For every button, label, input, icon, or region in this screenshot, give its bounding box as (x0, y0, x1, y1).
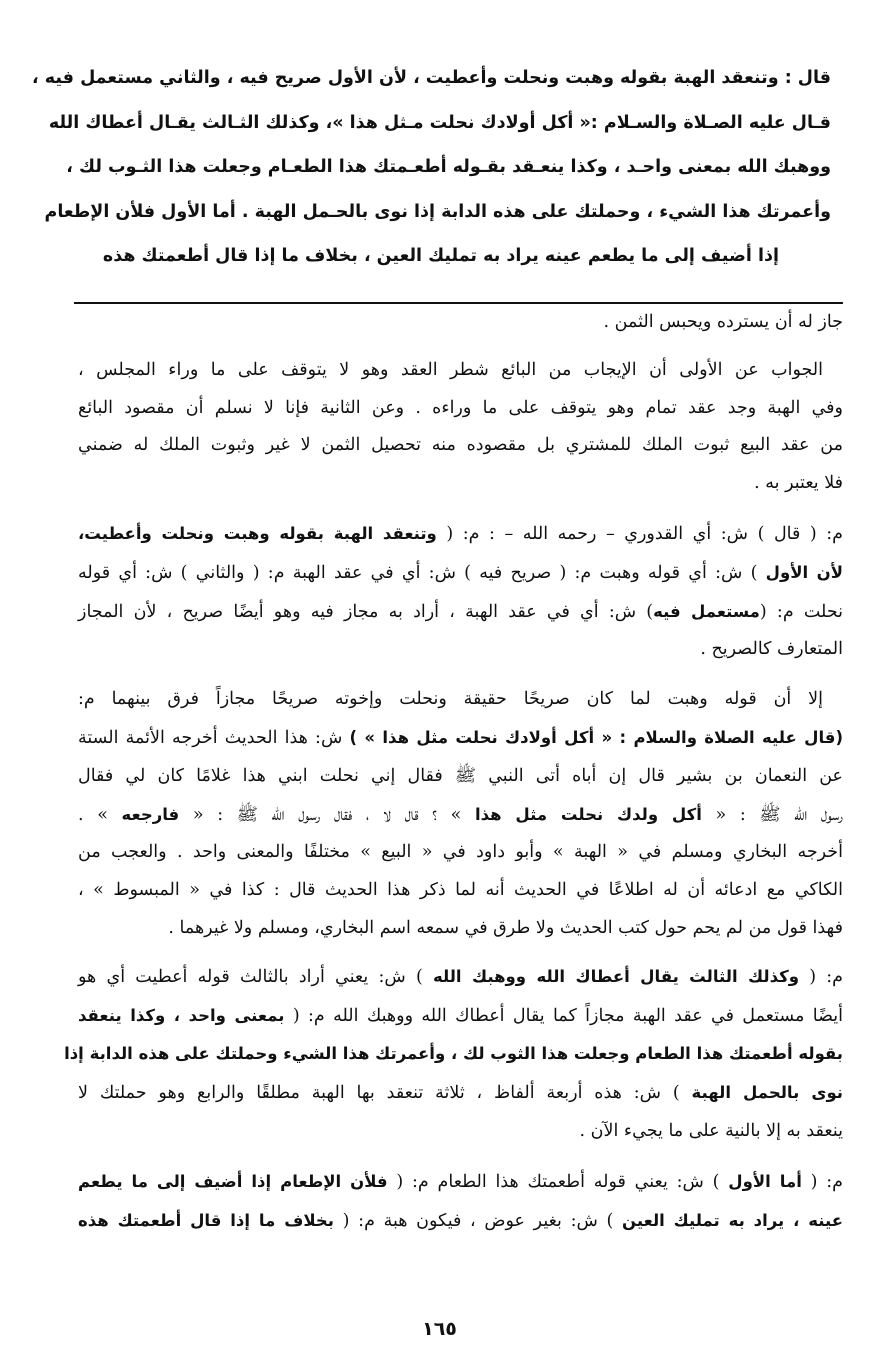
commentary-line: رسول الله ﷺ : « أكل ولدك نحلت مثل هذا » ؟ قال لا ، فقال رسول الله ﷺ : « فارجعه » . (78, 804, 843, 825)
commentary-line: عن النعمان بن بشير قال إن أباه أتى النبي ﷺ فقال إني نحلت ابني هذا غلامًا كان لي فقال (78, 765, 843, 786)
main-text-line: وأعمرتك هذا الشيء ، وحملتك على هذه الدابة إذا نوى بالحـمل الهبة . أما الأول فلأن الإطعام (44, 201, 831, 222)
commentary-line: إلا أن قوله وهبت لما كان صريحًا حقيقة ونحلت وإخوته صريحًا مجازاً فرق بينهما م: (78, 689, 823, 710)
commentary-line: فهذا قول من لم يحم حول كتب الحديث ولا طرق في سمعه اسم البخاري، ومسلم ولا غيرهما . (168, 917, 843, 938)
commentary-line: م: ( قال ) ش: أي القدوري – رحمه الله – : م: ( وتنعقد الهبة بقوله وهبت ونحلت وأعطيت، (78, 523, 844, 544)
commentary-line: وفي الهبة وجد عقد تمام وهو يتوقف على ما وراءه . وعن الثانية فإنا لا نسلم أن مقصود البائع (78, 397, 843, 418)
commentary-line: نحلت م: (مستعمل فيه) ش: أي في عقد الهبة ، أراد به مجاز فيه وهو أيضًا صريح ، لأن المجاز (78, 601, 843, 622)
commentary-line: جاز له أن يسترده ويحبس الثمن . (603, 312, 843, 332)
commentary-line: المتعارف كالصريح . (700, 639, 843, 660)
commentary-line: م: ( وكذلك الثالث يقال أعطاك الله ووهبك الله ) ش: يعني أراد بالثالث قوله أعطيت أي هو (78, 966, 843, 987)
commentary-line: من عقد البيع ثبوت الملك للمشتري بل مقصوده منه تحصيل الثمن لا غير وثبوت الملك له ضمني (78, 435, 843, 456)
commentary-line: لأن الأول ) ش: أي قوله وهبت م: ( صريح فيه ) ش: أي في عقد الهبة م: ( والثاني ) ش: أي قوله (78, 562, 843, 583)
commentary-line: م: ( أما الأول ) ش: يعني قوله أطعمتك هذا الطعام م: ( فلأن الإطعام إذا أضيف إلى ما يطعم (78, 1171, 844, 1192)
commentary-block (64, 304, 844, 1240)
commentary-line: أيضًا مستعمل في عقد الهبة مجازاً كما يقال أعطاك الله ووهبك الله م: ( بمعنى واحد ، وكذا ينعقد (78, 1005, 843, 1026)
commentary-line: بقوله أطعمتك هذا الطعام وجعلت هذا الثوب لك ، وأعمرتك هذا الشيء وحملتك على هذه الدابة إذا (64, 1044, 843, 1064)
commentary-paragraph (78, 515, 843, 669)
commentary-paragraph (78, 681, 843, 948)
commentary-line: ينعقد به إلا بالنية على ما يجيء الآن . (579, 1120, 843, 1141)
commentary-paragraph (64, 958, 844, 1151)
main-text-line: إذا أضيف إلى ما يطعم عينه يراد به تمليك العين ، بخلاف ما إذا قال أطعمتك هذه (102, 246, 779, 266)
commentary-line: أخرجه البخاري ومسلم في « الهبة » وأبو داود في « البيع » مختلفًا والمعنى واحد . والعجب من (78, 842, 843, 863)
commentary-line: نوى بالحمل الهبة ) ش: هذه أربعة ألفاظ ، ثلاثة تنعقد بها الهبة مطلقًا والرابع وهو حملتك لا (78, 1083, 844, 1104)
commentary-paragraph (78, 1163, 843, 1241)
commentary-line: الكاكي مع ادعائه أن له اطلاعًا في الحديث أنه لما ذكر هذا الحديث قال : كذا في « المبسوط » ، (78, 880, 843, 901)
commentary-paragraph (78, 352, 843, 503)
commentary-line: عينه ، يراد به تمليك العين ) ش: بغير عوض ، فيكون هبة م: ( بخلاف ما إذا قال أطعمتك هذه (78, 1210, 843, 1231)
commentary-line: الجواب عن الأولى أن الإيجاب من البائع شطر العقد وهو لا يتوقف على ما وراء المجلس ، (78, 359, 823, 380)
commentary-line: (قال عليه الصلاة والسلام : « أكل أولادك نحلت مثل هذا » ) ش: هذا الحديث أخرجه الأئمة الستة (78, 727, 843, 748)
commentary-paragraph (78, 304, 843, 342)
main-text-line: ووهبك الله بمعنى واحـد ، وكذا ينعـقد بقـوله أطعـمتك هذا الطعـام وجعلت هذا الثـوب لك ، (66, 157, 831, 177)
commentary-line: فلا يعتبر به . (754, 473, 843, 494)
page-number: ١٦٥ (422, 1318, 457, 1340)
main-text-line: قال : وتنعقد الهبة بقوله وهبت ونحلت وأعطيت ، لأن الأول صريح فيه ، والثاني مستعمل فيه ، (32, 68, 831, 88)
main-text-line: قـال عليه الصـلاة والسـلام :« أكل أولادك نحلت مـثل هذا »، وكذلك الثـالث يقـال أعطاك الله (48, 112, 831, 133)
main-text-block (32, 56, 831, 279)
